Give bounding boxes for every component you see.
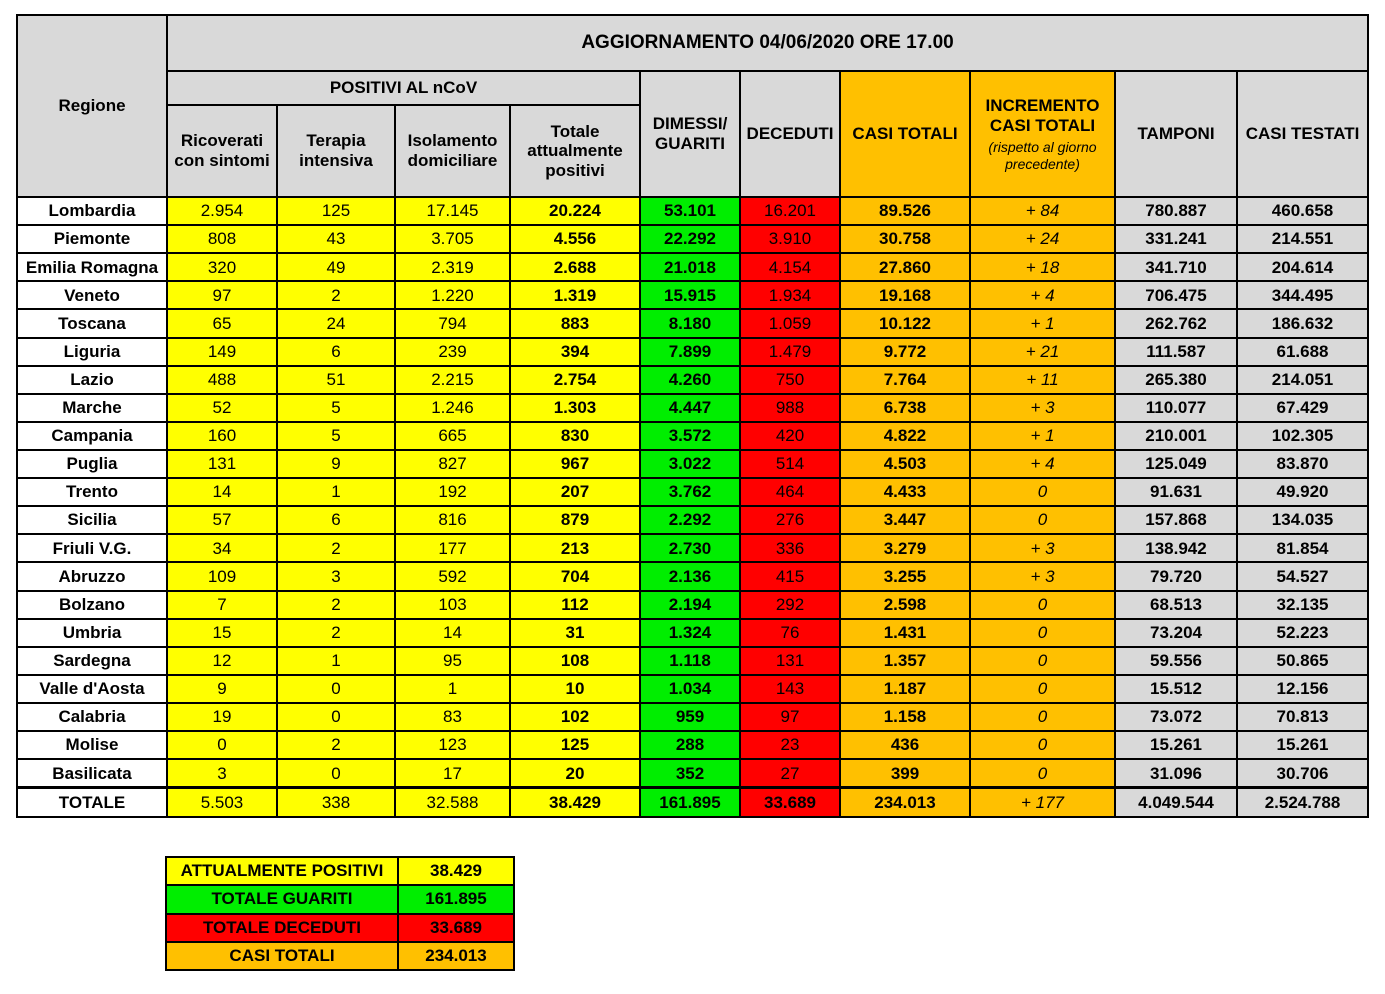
cell-terapia: 3 (277, 562, 395, 590)
header-casi-totali: CASI TOTALI (840, 71, 970, 197)
cell-totale-positivi: 112 (510, 591, 640, 619)
cell-regione: Bolzano (17, 591, 167, 619)
table-row (17, 647, 1368, 675)
cell-ricoverati: 320 (167, 253, 277, 281)
cell-totale-positivi: 704 (510, 562, 640, 590)
cell-isolamento: 2.319 (395, 253, 510, 281)
cell-tamponi: 110.077 (1115, 394, 1237, 422)
cell-incremento: 0 (970, 591, 1115, 619)
cell-regione: Lazio (17, 366, 167, 394)
cell-terapia: 2 (277, 281, 395, 309)
cell-isolamento: 103 (395, 591, 510, 619)
cell-regione: Puglia (17, 450, 167, 478)
cell-isolamento: 2.215 (395, 366, 510, 394)
cell-totale-positivi: 207 (510, 478, 640, 506)
cell-totale-positivi: 883 (510, 309, 640, 337)
summary-label: ATTUALMENTE POSITIVI (166, 857, 398, 885)
table-row (17, 562, 1368, 590)
cell-ricoverati: 2.954 (167, 197, 277, 225)
header-casi-testati: CASI TESTATI (1237, 71, 1368, 197)
table-row (17, 534, 1368, 562)
cell-totale-positivi: 4.556 (510, 225, 640, 253)
cell-totale-positivi: 20 (510, 759, 640, 788)
cell-regione: Sardegna (17, 647, 167, 675)
table-row (17, 619, 1368, 647)
cell-tamponi: 157.868 (1115, 506, 1237, 534)
table-row (17, 309, 1368, 337)
cell-dimessi: 53.101 (640, 197, 740, 225)
cell-dimessi: 3.762 (640, 478, 740, 506)
cell-isolamento: 14 (395, 619, 510, 647)
summary-label: TOTALE GUARITI (166, 885, 398, 913)
header-dimessi: DIMESSI/ GUARITI (640, 71, 740, 197)
cell-casi-totali: 1.431 (840, 619, 970, 647)
cell-incremento: 0 (970, 506, 1115, 534)
table-row (17, 338, 1368, 366)
cell-incremento: + 1 (970, 422, 1115, 450)
cell-regione: Abruzzo (17, 562, 167, 590)
cell-casi-totali: 27.860 (840, 253, 970, 281)
cell-incremento: + 3 (970, 562, 1115, 590)
cell-deceduti: 464 (740, 478, 840, 506)
cell-casi-totali: 7.764 (840, 366, 970, 394)
cell-deceduti: 23 (740, 731, 840, 759)
header-isolamento: Isolamento domiciliare (395, 105, 510, 197)
cell-ricoverati: 9 (167, 675, 277, 703)
cell-isolamento: 17.145 (395, 197, 510, 225)
cell-terapia: 43 (277, 225, 395, 253)
cell-incremento: + 18 (970, 253, 1115, 281)
cell-incremento: 0 (970, 619, 1115, 647)
cell-isolamento: 123 (395, 731, 510, 759)
cell-terapia: 2 (277, 731, 395, 759)
cell-deceduti: 988 (740, 394, 840, 422)
cell-dimessi: 22.292 (640, 225, 740, 253)
header-incremento-note: (rispetto al giorno precedente) (988, 139, 1097, 172)
cell-tamponi: 79.720 (1115, 562, 1237, 590)
cell-tamponi: 4.049.544 (1115, 788, 1237, 817)
cell-isolamento: 1.246 (395, 394, 510, 422)
cell-ricoverati: 65 (167, 309, 277, 337)
cell-dimessi: 15.915 (640, 281, 740, 309)
cell-incremento: + 3 (970, 534, 1115, 562)
cell-totale-positivi: 394 (510, 338, 640, 366)
cell-casi-testati: 102.305 (1237, 422, 1368, 450)
cell-tamponi: 125.049 (1115, 450, 1237, 478)
cell-ricoverati: 97 (167, 281, 277, 309)
cell-totale-positivi: 20.224 (510, 197, 640, 225)
cell-casi-totali: 3.255 (840, 562, 970, 590)
cell-incremento: + 11 (970, 366, 1115, 394)
cell-isolamento: 3.705 (395, 225, 510, 253)
cell-ricoverati: 160 (167, 422, 277, 450)
cell-incremento: + 4 (970, 450, 1115, 478)
cell-terapia: 125 (277, 197, 395, 225)
cell-terapia: 338 (277, 788, 395, 817)
cell-ricoverati: 488 (167, 366, 277, 394)
cell-isolamento: 827 (395, 450, 510, 478)
cell-deceduti: 292 (740, 591, 840, 619)
cell-incremento: + 4 (970, 281, 1115, 309)
cell-casi-totali: 436 (840, 731, 970, 759)
cell-ricoverati: 19 (167, 703, 277, 731)
cell-casi-testati: 81.854 (1237, 534, 1368, 562)
cell-tamponi: 111.587 (1115, 338, 1237, 366)
cell-casi-totali: 19.168 (840, 281, 970, 309)
cell-casi-testati: 344.495 (1237, 281, 1368, 309)
cell-terapia: 1 (277, 647, 395, 675)
cell-dimessi: 2.194 (640, 591, 740, 619)
cell-totale-positivi: 2.754 (510, 366, 640, 394)
cell-totale-positivi: 102 (510, 703, 640, 731)
cell-dimessi: 8.180 (640, 309, 740, 337)
cell-casi-totali: 6.738 (840, 394, 970, 422)
cell-ricoverati: 34 (167, 534, 277, 562)
cell-ricoverati: 7 (167, 591, 277, 619)
cell-ricoverati: 52 (167, 394, 277, 422)
cell-terapia: 1 (277, 478, 395, 506)
summary-row (166, 942, 514, 970)
cell-isolamento: 239 (395, 338, 510, 366)
cell-incremento: + 84 (970, 197, 1115, 225)
cell-incremento: + 177 (970, 788, 1115, 817)
cell-terapia: 2 (277, 591, 395, 619)
summary-value: 38.429 (398, 857, 514, 885)
cell-casi-totali: 399 (840, 759, 970, 788)
cell-isolamento: 794 (395, 309, 510, 337)
cell-ricoverati: 57 (167, 506, 277, 534)
cell-totale-positivi: 125 (510, 731, 640, 759)
cell-tamponi: 31.096 (1115, 759, 1237, 788)
cell-deceduti: 420 (740, 422, 840, 450)
cell-deceduti: 415 (740, 562, 840, 590)
cell-tamponi: 138.942 (1115, 534, 1237, 562)
summary-row (166, 885, 514, 913)
cell-isolamento: 192 (395, 478, 510, 506)
cell-casi-totali: 3.279 (840, 534, 970, 562)
table-row (17, 591, 1368, 619)
cell-regione: Toscana (17, 309, 167, 337)
cell-casi-testati: 12.156 (1237, 675, 1368, 703)
cell-tamponi: 262.762 (1115, 309, 1237, 337)
report-title: AGGIORNAMENTO 04/06/2020 ORE 17.00 (167, 15, 1368, 71)
header-regione: Regione (17, 15, 167, 197)
cell-totale-positivi: 1.303 (510, 394, 640, 422)
cell-dimessi: 2.292 (640, 506, 740, 534)
table-row (17, 450, 1368, 478)
table-row (17, 478, 1368, 506)
cell-casi-totali: 1.187 (840, 675, 970, 703)
cell-dimessi: 4.260 (640, 366, 740, 394)
cell-casi-testati: 61.688 (1237, 338, 1368, 366)
cell-deceduti: 131 (740, 647, 840, 675)
header-incremento (970, 71, 1115, 197)
cell-isolamento: 1.220 (395, 281, 510, 309)
cell-tamponi: 59.556 (1115, 647, 1237, 675)
table-row (17, 394, 1368, 422)
cell-terapia: 0 (277, 675, 395, 703)
cell-dimessi: 161.895 (640, 788, 740, 817)
cell-dimessi: 288 (640, 731, 740, 759)
covid-regional-table (16, 14, 1369, 818)
cell-casi-totali: 3.447 (840, 506, 970, 534)
cell-isolamento: 592 (395, 562, 510, 590)
cell-incremento: + 21 (970, 338, 1115, 366)
cell-ricoverati: 12 (167, 647, 277, 675)
cell-casi-testati: 54.527 (1237, 562, 1368, 590)
cell-dimessi: 7.899 (640, 338, 740, 366)
header-deceduti: DECEDUTI (740, 71, 840, 197)
table-row (17, 281, 1368, 309)
cell-casi-testati: 67.429 (1237, 394, 1368, 422)
cell-tamponi: 91.631 (1115, 478, 1237, 506)
summary-value: 234.013 (398, 942, 514, 970)
cell-casi-testati: 214.551 (1237, 225, 1368, 253)
cell-totale-positivi: 10 (510, 675, 640, 703)
cell-isolamento: 95 (395, 647, 510, 675)
cell-regione: Basilicata (17, 759, 167, 788)
header-tamponi: TAMPONI (1115, 71, 1237, 197)
cell-terapia: 2 (277, 534, 395, 562)
header-totale-positivi: Totale attualmente positivi (510, 105, 640, 197)
cell-totale-positivi: 879 (510, 506, 640, 534)
cell-dimessi: 2.730 (640, 534, 740, 562)
cell-dimessi: 1.324 (640, 619, 740, 647)
cell-regione: Sicilia (17, 506, 167, 534)
cell-casi-totali: 10.122 (840, 309, 970, 337)
summary-table (165, 856, 515, 971)
cell-deceduti: 27 (740, 759, 840, 788)
cell-regione: Campania (17, 422, 167, 450)
table-row (17, 225, 1368, 253)
cell-incremento: + 24 (970, 225, 1115, 253)
cell-ricoverati: 5.503 (167, 788, 277, 817)
cell-dimessi: 1.118 (640, 647, 740, 675)
cell-deceduti: 1.059 (740, 309, 840, 337)
cell-regione: Molise (17, 731, 167, 759)
cell-regione: Trento (17, 478, 167, 506)
cell-deceduti: 514 (740, 450, 840, 478)
cell-regione: Friuli V.G. (17, 534, 167, 562)
cell-casi-totali: 1.158 (840, 703, 970, 731)
cell-deceduti: 16.201 (740, 197, 840, 225)
cell-dimessi: 352 (640, 759, 740, 788)
header-ricoverati: Ricoverati con sintomi (167, 105, 277, 197)
cell-incremento: + 3 (970, 394, 1115, 422)
summary-row (166, 914, 514, 942)
cell-ricoverati: 808 (167, 225, 277, 253)
cell-deceduti: 750 (740, 366, 840, 394)
cell-regione: Piemonte (17, 225, 167, 253)
cell-incremento: 0 (970, 675, 1115, 703)
table-row (17, 675, 1368, 703)
table-row (17, 703, 1368, 731)
cell-dimessi: 3.572 (640, 422, 740, 450)
cell-casi-testati: 50.865 (1237, 647, 1368, 675)
cell-regione: Veneto (17, 281, 167, 309)
cell-casi-testati: 15.261 (1237, 731, 1368, 759)
cell-tamponi: 331.241 (1115, 225, 1237, 253)
cell-ricoverati: 14 (167, 478, 277, 506)
cell-casi-testati: 214.051 (1237, 366, 1368, 394)
cell-casi-testati: 52.223 (1237, 619, 1368, 647)
cell-deceduti: 3.910 (740, 225, 840, 253)
cell-casi-testati: 2.524.788 (1237, 788, 1368, 817)
cell-deceduti: 76 (740, 619, 840, 647)
cell-casi-testati: 83.870 (1237, 450, 1368, 478)
cell-totale-positivi: 213 (510, 534, 640, 562)
cell-regione: Valle d'Aosta (17, 675, 167, 703)
cell-ricoverati: 3 (167, 759, 277, 788)
cell-incremento: 0 (970, 759, 1115, 788)
cell-ricoverati: 109 (167, 562, 277, 590)
cell-tamponi: 73.072 (1115, 703, 1237, 731)
cell-terapia: 6 (277, 506, 395, 534)
cell-terapia: 6 (277, 338, 395, 366)
cell-terapia: 51 (277, 366, 395, 394)
cell-tamponi: 73.204 (1115, 619, 1237, 647)
cell-casi-testati: 30.706 (1237, 759, 1368, 788)
cell-casi-totali: 4.822 (840, 422, 970, 450)
table-row (17, 253, 1368, 281)
cell-regione: Umbria (17, 619, 167, 647)
cell-incremento: + 1 (970, 309, 1115, 337)
cell-tamponi: 265.380 (1115, 366, 1237, 394)
cell-tamponi: 15.261 (1115, 731, 1237, 759)
cell-ricoverati: 131 (167, 450, 277, 478)
cell-ricoverati: 15 (167, 619, 277, 647)
total-row (17, 788, 1368, 817)
cell-casi-testati: 70.813 (1237, 703, 1368, 731)
cell-tamponi: 341.710 (1115, 253, 1237, 281)
cell-terapia: 2 (277, 619, 395, 647)
cell-regione: TOTALE (17, 788, 167, 817)
cell-casi-testati: 204.614 (1237, 253, 1368, 281)
cell-regione: Emilia Romagna (17, 253, 167, 281)
header-terapia: Terapia intensiva (277, 105, 395, 197)
cell-casi-testati: 460.658 (1237, 197, 1368, 225)
table-row (17, 759, 1368, 788)
table-row (17, 506, 1368, 534)
cell-casi-totali: 4.503 (840, 450, 970, 478)
cell-ricoverati: 149 (167, 338, 277, 366)
cell-deceduti: 1.479 (740, 338, 840, 366)
cell-terapia: 0 (277, 759, 395, 788)
cell-casi-totali: 1.357 (840, 647, 970, 675)
cell-dimessi: 959 (640, 703, 740, 731)
cell-terapia: 9 (277, 450, 395, 478)
cell-isolamento: 32.588 (395, 788, 510, 817)
cell-terapia: 0 (277, 703, 395, 731)
cell-regione: Marche (17, 394, 167, 422)
cell-isolamento: 665 (395, 422, 510, 450)
cell-deceduti: 143 (740, 675, 840, 703)
cell-incremento: 0 (970, 731, 1115, 759)
cell-dimessi: 21.018 (640, 253, 740, 281)
cell-deceduti: 276 (740, 506, 840, 534)
cell-regione: Lombardia (17, 197, 167, 225)
cell-isolamento: 1 (395, 675, 510, 703)
cell-terapia: 24 (277, 309, 395, 337)
cell-deceduti: 336 (740, 534, 840, 562)
summary-label: CASI TOTALI (166, 942, 398, 970)
cell-casi-totali: 234.013 (840, 788, 970, 817)
cell-casi-testati: 32.135 (1237, 591, 1368, 619)
table-row (17, 422, 1368, 450)
header-positivi-group: POSITIVI AL nCoV (167, 71, 640, 105)
cell-tamponi: 780.887 (1115, 197, 1237, 225)
table-row (17, 197, 1368, 225)
summary-label: TOTALE DECEDUTI (166, 914, 398, 942)
summary-value: 33.689 (398, 914, 514, 942)
cell-totale-positivi: 2.688 (510, 253, 640, 281)
cell-tamponi: 706.475 (1115, 281, 1237, 309)
cell-totale-positivi: 1.319 (510, 281, 640, 309)
cell-tamponi: 68.513 (1115, 591, 1237, 619)
cell-casi-testati: 186.632 (1237, 309, 1368, 337)
cell-isolamento: 177 (395, 534, 510, 562)
cell-regione: Calabria (17, 703, 167, 731)
cell-totale-positivi: 31 (510, 619, 640, 647)
cell-casi-totali: 89.526 (840, 197, 970, 225)
table-row (17, 731, 1368, 759)
cell-deceduti: 97 (740, 703, 840, 731)
cell-casi-totali: 4.433 (840, 478, 970, 506)
table-row (17, 366, 1368, 394)
cell-tamponi: 210.001 (1115, 422, 1237, 450)
cell-deceduti: 33.689 (740, 788, 840, 817)
cell-incremento: 0 (970, 647, 1115, 675)
cell-totale-positivi: 967 (510, 450, 640, 478)
summary-row (166, 857, 514, 885)
cell-dimessi: 2.136 (640, 562, 740, 590)
cell-casi-totali: 9.772 (840, 338, 970, 366)
cell-dimessi: 1.034 (640, 675, 740, 703)
cell-regione: Liguria (17, 338, 167, 366)
summary-value: 161.895 (398, 885, 514, 913)
cell-dimessi: 3.022 (640, 450, 740, 478)
cell-casi-totali: 30.758 (840, 225, 970, 253)
cell-tamponi: 15.512 (1115, 675, 1237, 703)
cell-ricoverati: 0 (167, 731, 277, 759)
cell-casi-testati: 134.035 (1237, 506, 1368, 534)
cell-dimessi: 4.447 (640, 394, 740, 422)
cell-casi-totali: 2.598 (840, 591, 970, 619)
cell-terapia: 5 (277, 394, 395, 422)
cell-totale-positivi: 38.429 (510, 788, 640, 817)
header-incremento-label: INCREMENTO CASI TOTALI (985, 96, 1100, 135)
cell-incremento: 0 (970, 478, 1115, 506)
cell-deceduti: 1.934 (740, 281, 840, 309)
cell-isolamento: 816 (395, 506, 510, 534)
cell-isolamento: 83 (395, 703, 510, 731)
cell-isolamento: 17 (395, 759, 510, 788)
cell-totale-positivi: 830 (510, 422, 640, 450)
cell-terapia: 49 (277, 253, 395, 281)
cell-terapia: 5 (277, 422, 395, 450)
cell-totale-positivi: 108 (510, 647, 640, 675)
cell-incremento: 0 (970, 703, 1115, 731)
cell-deceduti: 4.154 (740, 253, 840, 281)
cell-casi-testati: 49.920 (1237, 478, 1368, 506)
